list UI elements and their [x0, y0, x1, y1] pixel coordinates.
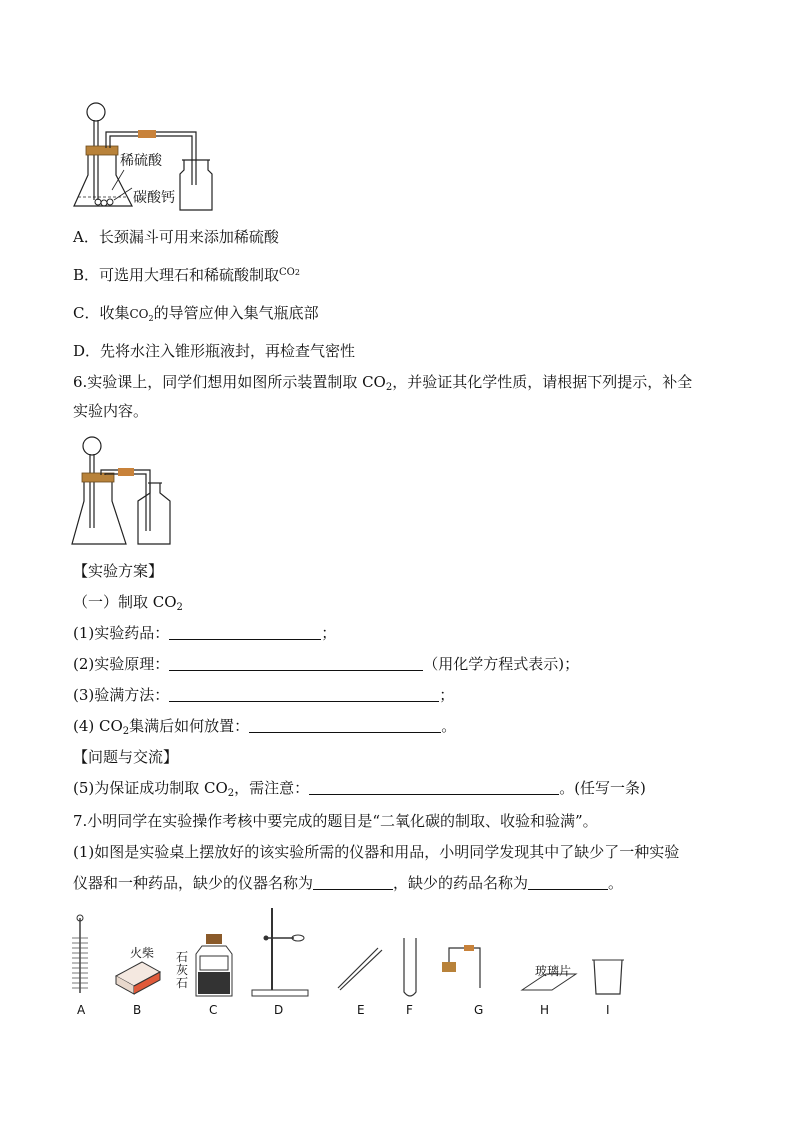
item-2: (2)实验原理： （用化学方程式表示)； — [73, 655, 580, 673]
q7-line2: (1)如图是实验桌上摆放好的该实验所需的仪器和用品，小明同学发现其中了缺少了一种实验 — [73, 843, 680, 861]
blank-2[interactable] — [169, 656, 423, 671]
stone-label: 石 灰 石 — [176, 950, 189, 990]
option-c: C．收集$CO_2$的导管应伸入集气瓶底部 — [73, 304, 319, 323]
option-a: A．长颈漏斗可用来添加稀硫酸 — [73, 228, 279, 246]
letter-i: I — [606, 1003, 610, 1017]
item-1: (1)实验药品： ； — [73, 624, 337, 642]
letter-d: D — [274, 1003, 284, 1017]
letter-a: A — [77, 1003, 86, 1017]
blank-reagent[interactable] — [528, 875, 608, 890]
q6-line1: 6.实验课上，同学们想用如图所示装置制取 $CO_2$，并验证其化学性质，请根据下列提示，补全 — [73, 373, 693, 393]
blank-instrument[interactable] — [313, 875, 393, 890]
letter-g: G — [474, 1003, 484, 1017]
letter-f: F — [406, 1003, 413, 1017]
label-acid: 稀硫酸 — [120, 153, 162, 169]
discuss-header: 【问题与交流】 — [73, 748, 179, 766]
item-3: (3)验满方法： ； — [73, 686, 455, 704]
option-d: D．先将水注入锥形瓶液封，再检查气密性 — [73, 342, 356, 360]
label-solid: 碳酸钙 — [133, 190, 175, 206]
fig6-apparatus — [70, 433, 180, 548]
blank-4[interactable] — [249, 718, 441, 733]
item-5: (5)为保证成功制取 $CO_2$，需注意： 。(任写一条) — [73, 779, 646, 799]
option-b: B．可选用大理石和稀硫酸制取$^{CO2}$ — [73, 266, 300, 284]
glass-label: 玻璃片 — [535, 964, 572, 978]
letter-h: H — [540, 1003, 550, 1017]
blank-5[interactable] — [309, 780, 559, 795]
item-4: (4) $CO_2$集满后如何放置： 。 — [73, 717, 457, 737]
letter-e: E — [357, 1003, 365, 1017]
blank-1[interactable] — [169, 625, 321, 640]
q7-line1: 7.小明同学在实验操作考核中要完成的题目是“二氧化碳的制取、收验和验满”。 — [73, 812, 598, 830]
letter-b: B — [133, 1003, 142, 1017]
letter-c: C — [209, 1003, 218, 1017]
q7-line3: 仪器和一种药品，缺少的仪器名称为 ，缺少的药品名称为 。 — [73, 874, 624, 892]
sub-title-1: （一）制取 $CO_2$ — [73, 593, 183, 613]
q6-line2: 实验内容。 — [73, 402, 149, 420]
plan-header: 【实验方案】 — [73, 562, 164, 580]
blank-3[interactable] — [169, 687, 439, 702]
match-label: 火柴 — [130, 946, 155, 960]
